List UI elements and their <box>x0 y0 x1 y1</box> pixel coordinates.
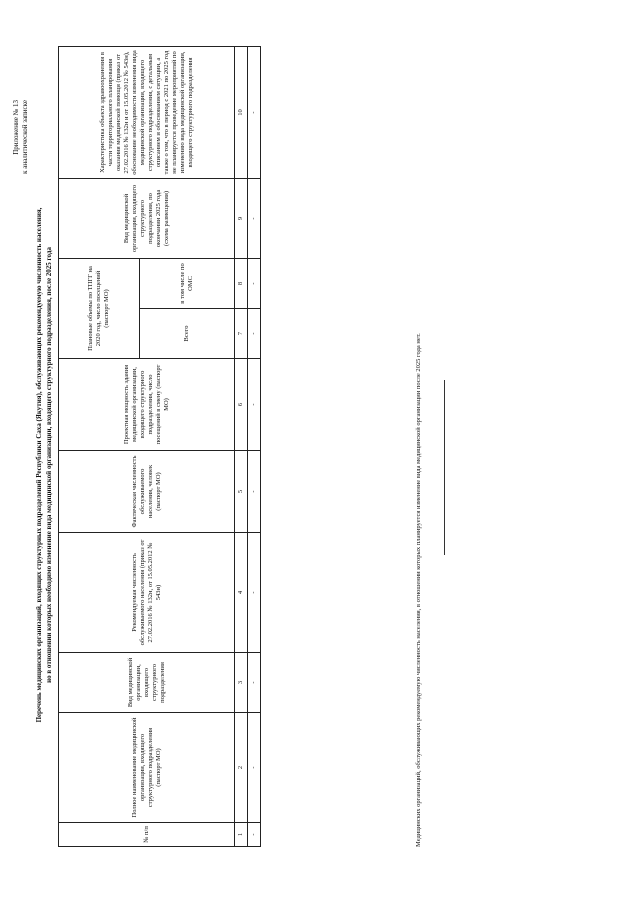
header-number: № п/п <box>59 823 235 847</box>
column-number: 3 <box>235 653 248 713</box>
header-organization-name: Полное наименование медицинской организации, входящего структурного подразделения (паспорт МО) <box>59 713 235 823</box>
table-cell: - <box>248 359 261 451</box>
document-title <box>34 85 54 845</box>
header-planned-volumes: Плановые объемы по ТПГГ на 2020 год, число посещений (паспорт МО) <box>59 259 140 359</box>
table-cell: - <box>248 47 261 179</box>
column-number: 4 <box>235 533 248 653</box>
column-number: 5 <box>235 451 248 533</box>
column-number-row <box>235 47 248 847</box>
header-kind-after-2025: Вид медицинской организации, входящего структурного подразделения, по окончании 2025 года (схема размещения) <box>59 179 235 259</box>
header-organization-kind: Вид медицинской организации, входящего структурного подразделения <box>59 653 235 713</box>
appendix-line-2: к аналитической записке <box>21 100 29 174</box>
signature-line <box>444 380 445 555</box>
column-number: 10 <box>235 47 248 179</box>
table-row <box>248 47 261 847</box>
title-line-1: Перечень медицинских организаций, входящих структурных подразделений Республики Саха (Якутия), обслуживающих рекомендуемую численность населения, <box>35 207 43 723</box>
column-number: 2 <box>235 713 248 823</box>
table-cell: - <box>248 259 261 309</box>
footnote: Медицинских организаций, обслуживающих рекомендуемую численность населения, в отношении которых планируется изменение вида медицинской организации после 2025 года нет. <box>415 333 422 847</box>
title-line-2: но в отношении которых необходимо изменение вида медицинской организации, входящего структурного подразделения, после 2025 года <box>45 247 53 683</box>
header-actual-population: Фактическая численность обслуживаемого населения, человек (паспорт МО) <box>59 451 235 533</box>
column-number: 9 <box>235 179 248 259</box>
header-planned-total: Всего <box>140 309 235 359</box>
organizations-table <box>58 46 261 847</box>
table-cell: - <box>248 713 261 823</box>
column-number: 6 <box>235 359 248 451</box>
table-cell: - <box>248 823 261 847</box>
header-characteristic: Характеристика объекта здравоохранения в части территориального планирования оказания медицинской помощи (приказ от 27.02.2016 № 132н и от 15.05.2012 № 543н), обоснование необходимости изменения вида медицинской организации, входящего структурного подразделения, с детальным описанием и обоснованием ситуации, а также о том, что в период с 2021 по 2025 год не планируется проведение мероприятий по изменению вида медицинской организации, входящего структурного подразделения <box>59 47 235 179</box>
appendix-line-1: Приложение № 13 <box>12 100 20 155</box>
appendix-label <box>12 100 30 174</box>
table-cell: - <box>248 179 261 259</box>
table-cell: - <box>248 309 261 359</box>
table-cell: - <box>248 653 261 713</box>
column-number: 8 <box>235 259 248 309</box>
table-cell: - <box>248 451 261 533</box>
column-number: 1 <box>235 823 248 847</box>
header-planned-oms: в том числе по ОМС <box>140 259 235 309</box>
table-cell: - <box>248 533 261 653</box>
column-number: 7 <box>235 309 248 359</box>
header-design-capacity: Проектная мощность здания медицинской организации, входящего структурного подразделения, число посещений в смену (паспорт МО) <box>59 359 235 451</box>
header-recommended-population: Рекомендуемая численность обслуживаемого населения (приказ от 27.02.2016 № 132н, от 15.05.2012 № 543н) <box>59 533 235 653</box>
